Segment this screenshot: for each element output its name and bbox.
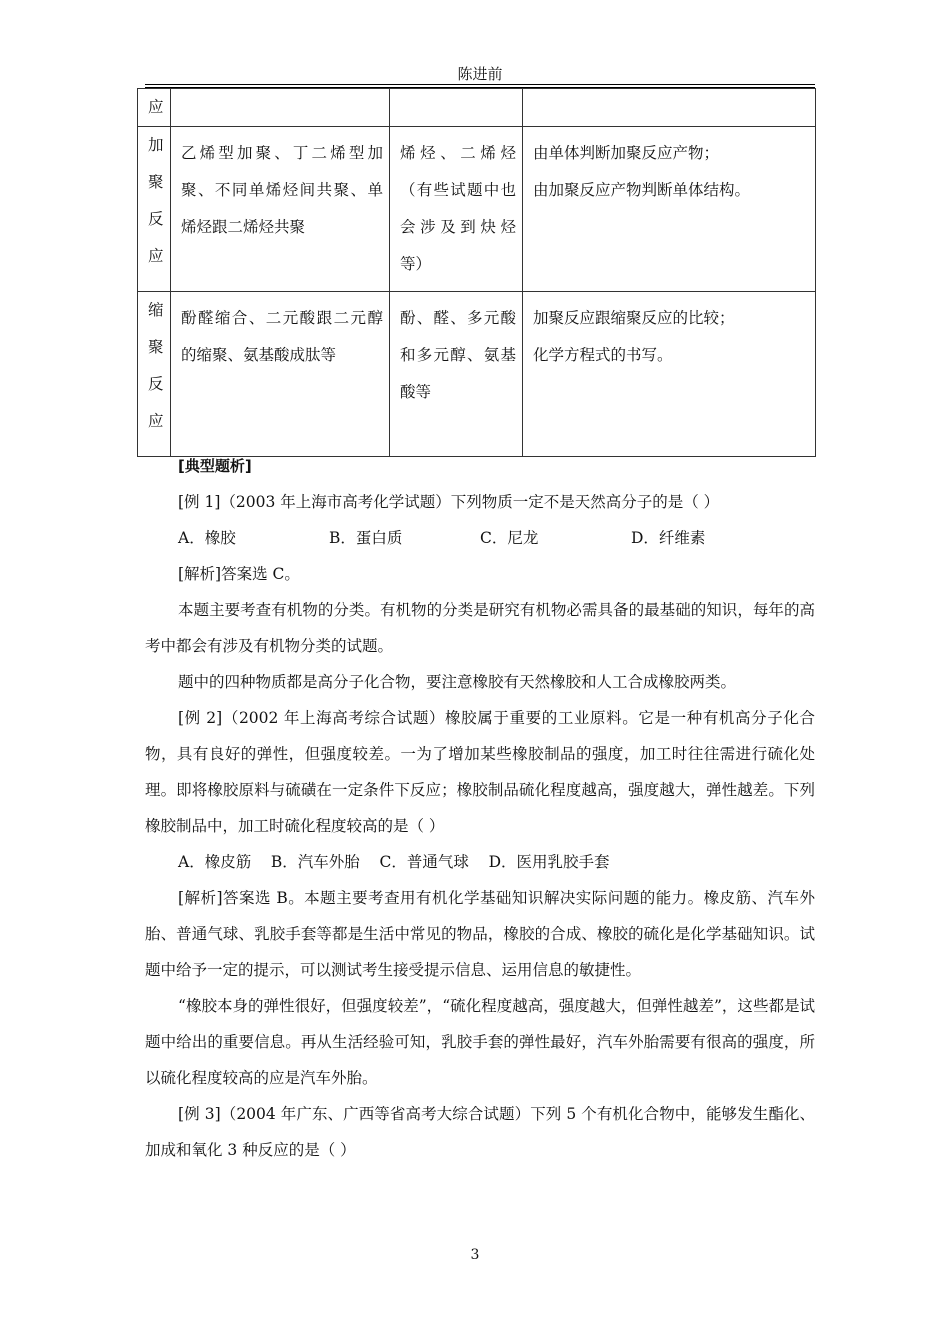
table-cell-line: 和多元醇、氨基 — [400, 346, 516, 364]
example1-option-c: C．尼龙 — [480, 529, 539, 547]
table-cell-line: 烯烃跟二烯烃共聚 — [181, 218, 306, 236]
table-row — [138, 292, 816, 457]
header-rule — [145, 84, 815, 85]
table-cell-line: 酸等 — [400, 383, 432, 401]
table-cell-col2 — [390, 292, 523, 457]
main-content — [145, 448, 815, 1168]
reaction-summary-table — [137, 88, 816, 457]
table-cell-line: 缩 — [148, 301, 164, 319]
example1-option-a: A．橡胶 — [178, 529, 236, 547]
table-cell-line: 由单体判断加聚反应产物； — [533, 144, 720, 162]
example1-option-b: B．蛋白质 — [329, 529, 403, 547]
table-cell-col1 — [171, 292, 390, 457]
table-cell-line: （有些试题中也 — [400, 181, 516, 199]
table-cell-line: 烯烃、二烯烃 — [400, 144, 516, 162]
table-cell-line: 聚、不同单烯烃间共聚、单 — [181, 181, 383, 199]
example1-question: [例 1]（2003 年上海市高考化学试题）下列物质一定不是天然高分子的是（ ） — [178, 493, 720, 511]
table-cell-line: 由加聚反应产物判断单体结构。 — [533, 181, 751, 199]
example2-question: [例 2]（2002 年上海高考综合试题）橡胶属于重要的工业原料。它是一种有机高分子化合物，具有良好的弹性，但强度较差。一为了增加某些橡胶制品的强度，加工时往往需进行硫化处理。即将橡胶原料与硫磺在一定条件下反应；橡胶制品硫化程度越高，强度越大，弹性越差。下列橡胶制品中，加工时硫化程度较高的是（ ） — [145, 709, 815, 835]
table-cell-col0 — [138, 127, 171, 292]
table-cell-col2 — [390, 127, 523, 292]
table-cell-line: 加 — [148, 136, 164, 154]
table-cell-line: 反 — [148, 375, 164, 393]
table-cell-col1 — [171, 127, 390, 292]
table-cell-line: 应 — [148, 247, 164, 265]
table-cell-col3 — [523, 292, 816, 457]
table-cell-col2 — [390, 89, 523, 127]
table-cell-line: 应 — [148, 412, 164, 430]
table-cell-col3 — [523, 127, 816, 292]
example3-question: [例 3]（2004 年广东、广西等省高考大综合试题）下列 5 个有机化合物中，能够发生酯化、加成和氧化 3 种反应的是（ ） — [145, 1105, 815, 1159]
table-cell-line: 酚醛缩合、二元酸跟二元醇 — [181, 309, 383, 327]
table-cell-line: 会涉及到炔烃 — [400, 218, 516, 236]
table-cell-line: 应 — [148, 98, 164, 116]
example2-analysis-1: [解析]答案选 B。本题主要考查用有机化学基础知识解决实际问题的能力。橡皮筋、汽车外胎、普通气球、乳胶手套等都是生活中常见的物品，橡胶的合成、橡胶的硫化是化学基础知识。试题中给予一定的提示，可以测试考生接受提示信息、运用信息的敏捷性。 — [145, 889, 815, 979]
table-cell-line: 化学方程式的书写。 — [533, 346, 673, 364]
table-cell-col0 — [138, 292, 171, 457]
table-cell-line: 的缩聚、氨基酸成肽等 — [181, 346, 337, 364]
example1-option-d: D．纤维素 — [631, 529, 706, 547]
table-cell-line: 加聚反应跟缩聚反应的比较； — [533, 309, 735, 327]
table-row — [138, 127, 816, 292]
example2-options: A．橡皮筋 B．汽车外胎 C．普通气球 D．医用乳胶手套 — [178, 853, 610, 871]
page-number: 3 — [470, 1247, 480, 1263]
table-cell-col0 — [138, 89, 171, 127]
table-cell-line: 乙烯型加聚、丁二烯型加 — [181, 144, 383, 162]
example1-options — [145, 520, 815, 556]
table-row — [138, 89, 816, 127]
table-cell-line: 等） — [400, 255, 432, 273]
table-cell-line: 反 — [148, 210, 164, 228]
table-cell-line: 聚 — [148, 173, 164, 191]
table-cell-col3 — [523, 89, 816, 127]
table-cell-col1 — [171, 89, 390, 127]
example1-analysis-2: 题中的四种物质都是高分子化合物，要注意橡胶有天然橡胶和人工合成橡胶两类。 — [178, 673, 737, 691]
example2-analysis-2: “橡胶本身的弹性很好，但强度较差”，“硫化程度越高，强度越大，但弹性越差”，这些都是试题中给出的重要信息。再从生活经验可知，乳胶手套的弹性最好，汽车外胎需要有很高的强度，所以硫化程度较高的应是汽车外胎。 — [145, 997, 815, 1087]
section-heading: [典型题析] — [178, 457, 252, 475]
table-cell-line: 聚 — [148, 338, 164, 356]
example1-answer: [解析]答案选 C。 — [178, 565, 300, 583]
example1-analysis-1: 本题主要考查有机物的分类。有机物的分类是研究有机物必需具备的最基础的知识，每年的高考中都会有涉及有机物分类的试题。 — [145, 601, 815, 655]
page-header-author: 陈进前 — [457, 65, 503, 83]
table-cell-line: 酚、醛、多元酸 — [400, 309, 516, 327]
